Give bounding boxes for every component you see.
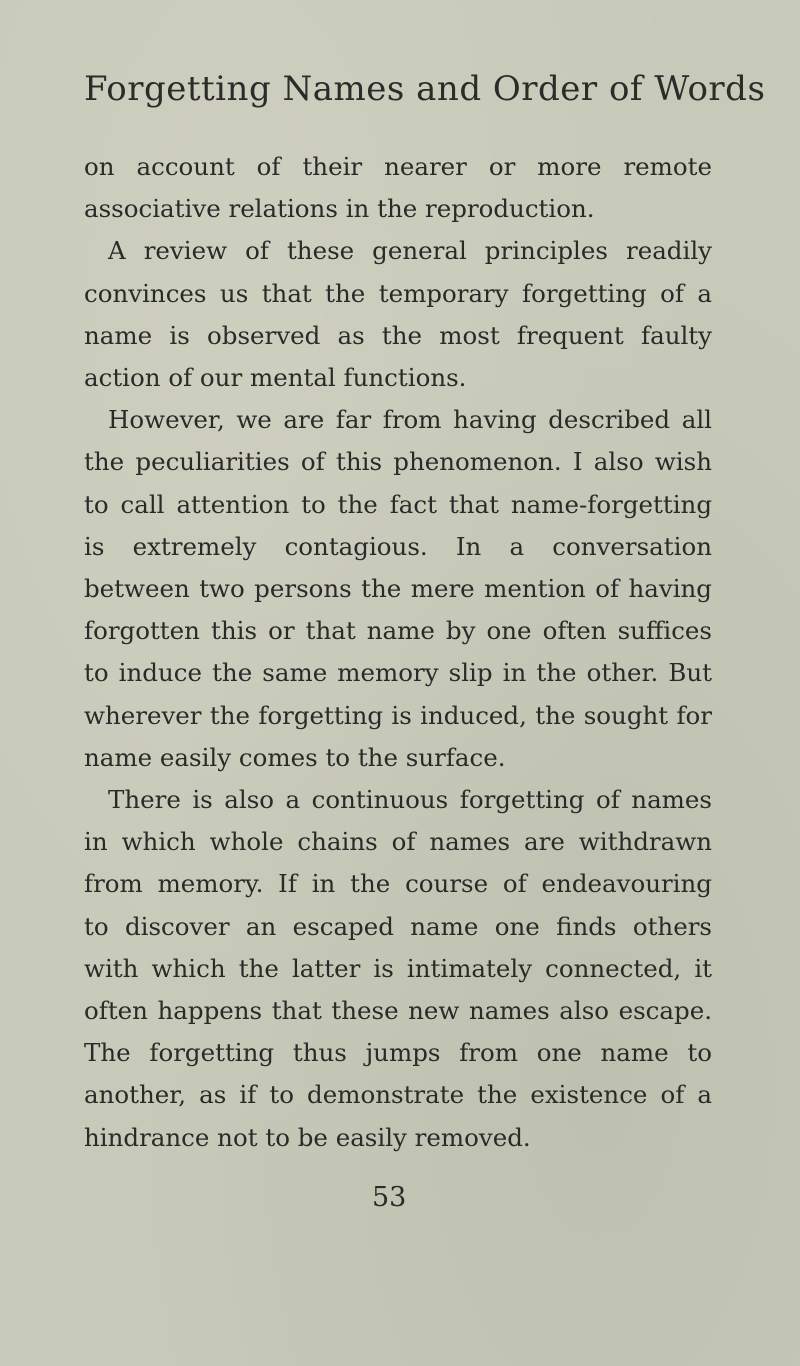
text-line: name easily comes to the surface.: [84, 742, 506, 772]
text-line: wherever the forgetting is induced, the sought for: [84, 700, 712, 730]
text-line: in which whole chains of names are withdrawn: [84, 827, 712, 857]
text-line: the peculiarities of this phenomenon. I also wish: [84, 447, 712, 477]
page-number: 53: [372, 1182, 407, 1213]
text-line: convinces us that the temporary forgetting of a: [84, 278, 712, 308]
text-line: often happens that these new names also escape.: [84, 996, 712, 1026]
text-line: hindrance not to be easily removed.: [84, 1122, 531, 1152]
text-line: to induce the same memory slip in the other. But: [84, 658, 712, 688]
text-line: with which the latter is intimately connected, it: [84, 953, 712, 983]
text-line: to call attention to the fact that name-forgetting: [84, 489, 712, 519]
text-line: between two persons the mere mention of having: [84, 574, 712, 604]
text-line: forgotten this or that name by one often suffices: [84, 616, 712, 646]
text-line: A review of these general principles readily: [108, 236, 712, 266]
text-line: from memory. If in the course of endeavouring: [84, 869, 712, 899]
text-line: another, as if to demonstrate the existence of a: [84, 1080, 712, 1110]
text-line: However, we are far from having described all: [108, 405, 712, 435]
text-line: The forgetting thus jumps from one name to: [84, 1038, 712, 1068]
text-line: name is observed as the most frequent faulty: [84, 320, 712, 350]
text-line: action of our mental functions.: [84, 363, 467, 393]
text-line: There is also a continuous forgetting of names: [108, 785, 712, 815]
running-head: Forgetting Names and Order of Words: [84, 69, 766, 109]
text-line: associative relations in the reproduction.: [84, 194, 595, 224]
text-line: to discover an escaped name one finds others: [84, 911, 712, 941]
body-text: [84, 146, 712, 1159]
text-line: is extremely contagious. In a conversation: [84, 531, 712, 561]
text-line: on account of their nearer or more remote: [84, 152, 712, 181]
